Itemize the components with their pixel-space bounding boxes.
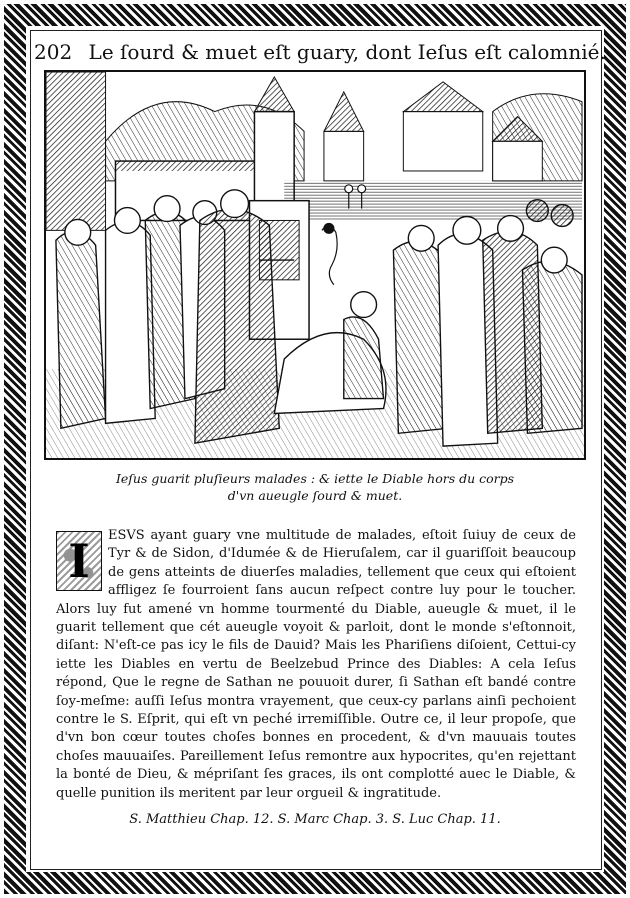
decorated-initial [56,531,102,591]
illustration-caption [60,470,570,504]
caption-line-1: Ieſus guarit pluſieurs malades : & iette le Diable hors du corps [115,471,515,486]
woodcut-illustration [44,70,586,460]
page-title: Le ſourd & muet eſt guary, dont Ieſus eſt calomnié. [88,40,606,64]
page-number: 202 [34,40,73,64]
scripture-references: S. Matthieu Chap. 12. S. Marc Chap. 3. S. Luc Chap. 11. [129,812,501,827]
woodcut-scene [46,72,584,458]
body-paragraph [56,527,576,803]
body-text: ESVS ayant guary vne multitude de malades, eſtoit ſuiuy de ceux de Tyr & de Sidon, d'Idumée & de Hieruſalem, car il guariſſoit beaucoup de gens atteints de diuerſes maladies, tellement que ceux qui eſtoient affligez ſe fourroient ſans aucun reſpect contre luy pour le toucher. Alors luy fut amené vn homme tourmenté du Diable, aueugle & muet, il le guarit tellement que cét aueugle voyoit & parloit, dont le monde s'eſtonnoit, diſant: N'eſt-ce pas icy le fils de Dauid? Mais les Phariſiens diſoient, Cettui-cy iette les Diables en vertu de Beelzebud Prince des Diables: A cela Ieſus répond, Que le regne de Sathan ne pouuoit durer, ſi Sathan eſt bandé contre ſoy-meſme: auſſi Ieſus montra vrayement, que ceux-cy parlans ainſi pechoient contre le S. Eſprit, qui eſt vn peché irremiſſible. Outre ce, il leur propoſe, que d'vn bon cœur toutes choſes bonnes en procedent, & d'vn mauuais toutes choſes mauuaiſes. Pareillement Ieſus remontre aux hypocrites, qu'en rejettant la bonté de Dieu, & mépriſant ſes graces, ils ont complotté auec le Diable, & quelle punition ils meritent par leur orgueil & ingratitude. [56,528,576,801]
caption-line-2: d'vn aueugle ſourd & muet. [227,488,403,503]
initial-letter: I [57,532,101,590]
page-header [34,36,606,68]
